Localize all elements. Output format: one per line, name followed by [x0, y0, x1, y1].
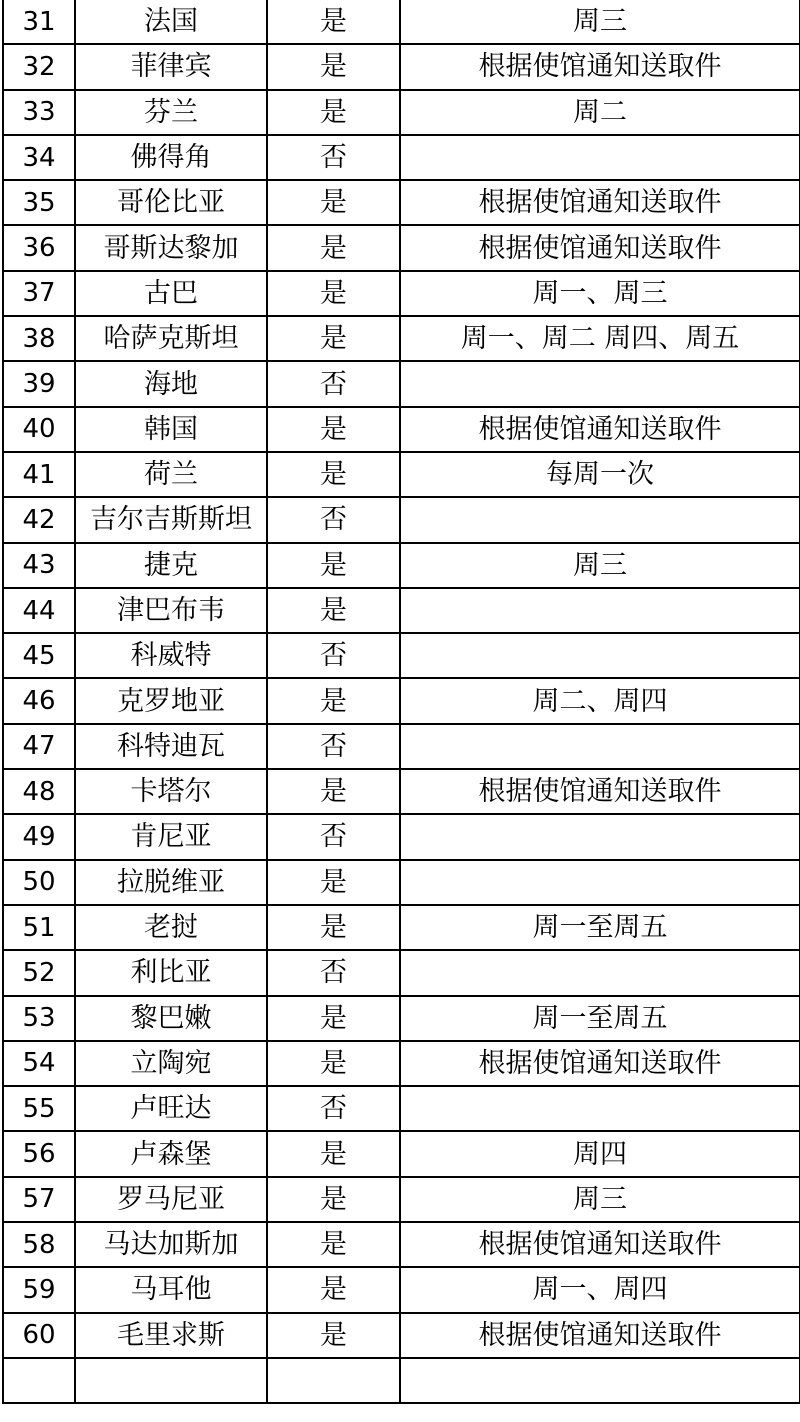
row-number-cell: 39 [3, 361, 75, 406]
country-cell: 科威特 [75, 633, 267, 678]
row-number-cell: 43 [3, 543, 75, 588]
row-number-cell: 49 [3, 814, 75, 859]
row-number-cell: 42 [3, 497, 75, 542]
yes-no-cell: 是 [267, 1222, 400, 1267]
table-row [3, 860, 800, 905]
table-row [3, 769, 800, 814]
country-cell: 吉尔吉斯斯坦 [75, 497, 267, 542]
row-number-cell: 36 [3, 225, 75, 270]
table-row [3, 905, 800, 950]
country-cell: 罗马尼亚 [75, 1177, 267, 1222]
row-number-cell: 52 [3, 950, 75, 995]
row-number-cell: 48 [3, 769, 75, 814]
schedule-cell [400, 814, 800, 859]
table-row [3, 497, 800, 542]
yes-no-cell: 是 [267, 769, 400, 814]
country-cell: 佛得角 [75, 135, 267, 180]
schedule-cell: 根据使馆通知送取件 [400, 225, 800, 270]
row-number-cell [3, 1358, 75, 1403]
table-row [3, 950, 800, 995]
row-number-cell: 41 [3, 452, 75, 497]
table-row [3, 633, 800, 678]
schedule-cell: 根据使馆通知送取件 [400, 44, 800, 89]
country-cell: 荷兰 [75, 452, 267, 497]
table-row [3, 724, 800, 769]
table-row [3, 996, 800, 1041]
yes-no-cell: 否 [267, 724, 400, 769]
table-row [3, 44, 800, 89]
yes-no-cell: 否 [267, 633, 400, 678]
table-row [3, 135, 800, 180]
yes-no-cell: 否 [267, 135, 400, 180]
yes-no-cell: 是 [267, 44, 400, 89]
schedule-cell: 周二、周四 [400, 678, 800, 723]
schedule-cell [400, 361, 800, 406]
country-cell: 科特迪瓦 [75, 724, 267, 769]
table-row [3, 588, 800, 633]
yes-no-cell: 否 [267, 497, 400, 542]
country-cell: 拉脱维亚 [75, 860, 267, 905]
yes-no-cell: 是 [267, 407, 400, 452]
schedule-cell [400, 633, 800, 678]
yes-no-cell: 是 [267, 1041, 400, 1086]
table-row [3, 678, 800, 723]
country-cell: 哈萨克斯坦 [75, 316, 267, 361]
row-number-cell: 34 [3, 135, 75, 180]
schedule-cell [400, 1086, 800, 1131]
yes-no-cell: 否 [267, 1086, 400, 1131]
table-row [3, 361, 800, 406]
yes-no-cell: 是 [267, 996, 400, 1041]
country-cell: 肯尼亚 [75, 814, 267, 859]
row-number-cell: 33 [3, 90, 75, 135]
table-row [3, 180, 800, 225]
row-number-cell: 51 [3, 905, 75, 950]
table-row [3, 90, 800, 135]
schedule-cell: 周一、周二 周四、周五 [400, 316, 800, 361]
country-cell: 海地 [75, 361, 267, 406]
row-number-cell: 46 [3, 678, 75, 723]
schedule-cell: 周三 [400, 0, 800, 44]
table-row [3, 407, 800, 452]
schedule-cell: 周三 [400, 1177, 800, 1222]
country-cell: 韩国 [75, 407, 267, 452]
country-cell: 卢森堡 [75, 1131, 267, 1176]
yes-no-cell: 否 [267, 950, 400, 995]
country-cell: 立陶宛 [75, 1041, 267, 1086]
table-row [3, 1358, 800, 1403]
row-number-cell: 56 [3, 1131, 75, 1176]
schedule-cell: 每周一次 [400, 452, 800, 497]
schedule-cell: 根据使馆通知送取件 [400, 1041, 800, 1086]
table-body [3, 0, 800, 1403]
yes-no-cell: 否 [267, 361, 400, 406]
table-row [3, 1086, 800, 1131]
schedule-cell: 周二 [400, 90, 800, 135]
row-number-cell: 59 [3, 1267, 75, 1312]
row-number-cell: 58 [3, 1222, 75, 1267]
yes-no-cell: 是 [267, 588, 400, 633]
country-cell: 黎巴嫩 [75, 996, 267, 1041]
row-number-cell: 45 [3, 633, 75, 678]
schedule-cell [400, 1358, 800, 1403]
country-cell: 马耳他 [75, 1267, 267, 1312]
country-cell: 捷克 [75, 543, 267, 588]
country-cell: 毛里求斯 [75, 1313, 267, 1358]
country-cell: 马达加斯加 [75, 1222, 267, 1267]
yes-no-cell: 否 [267, 814, 400, 859]
row-number-cell: 38 [3, 316, 75, 361]
table-row [3, 814, 800, 859]
yes-no-cell: 是 [267, 1177, 400, 1222]
country-cell: 菲律宾 [75, 44, 267, 89]
yes-no-cell: 是 [267, 1267, 400, 1312]
schedule-cell: 周一至周五 [400, 996, 800, 1041]
yes-no-cell: 是 [267, 271, 400, 316]
schedule-cell: 根据使馆通知送取件 [400, 407, 800, 452]
yes-no-cell: 是 [267, 90, 400, 135]
schedule-cell [400, 950, 800, 995]
country-cell: 克罗地亚 [75, 678, 267, 723]
row-number-cell: 55 [3, 1086, 75, 1131]
row-number-cell: 54 [3, 1041, 75, 1086]
schedule-cell: 根据使馆通知送取件 [400, 1222, 800, 1267]
table-row [3, 1313, 800, 1358]
yes-no-cell: 是 [267, 452, 400, 497]
row-number-cell: 40 [3, 407, 75, 452]
yes-no-cell: 是 [267, 180, 400, 225]
table-row [3, 0, 800, 44]
yes-no-cell: 是 [267, 860, 400, 905]
yes-no-cell: 是 [267, 543, 400, 588]
yes-no-cell [267, 1358, 400, 1403]
yes-no-cell: 是 [267, 225, 400, 270]
country-cell: 利比亚 [75, 950, 267, 995]
yes-no-cell: 是 [267, 905, 400, 950]
country-cell: 卢旺达 [75, 1086, 267, 1131]
schedule-cell: 根据使馆通知送取件 [400, 1313, 800, 1358]
row-number-cell: 50 [3, 860, 75, 905]
country-cell: 哥斯达黎加 [75, 225, 267, 270]
table-row [3, 316, 800, 361]
country-cell [75, 1358, 267, 1403]
schedule-cell [400, 860, 800, 905]
schedule-cell: 周一、周四 [400, 1267, 800, 1312]
table-row [3, 1267, 800, 1312]
country-cell: 津巴布韦 [75, 588, 267, 633]
schedule-cell: 根据使馆通知送取件 [400, 769, 800, 814]
yes-no-cell: 是 [267, 0, 400, 44]
table-row [3, 543, 800, 588]
embassy-table [2, 0, 800, 1404]
country-cell: 古巴 [75, 271, 267, 316]
country-cell: 芬兰 [75, 90, 267, 135]
row-number-cell: 31 [3, 0, 75, 44]
schedule-cell [400, 724, 800, 769]
row-number-cell: 37 [3, 271, 75, 316]
row-number-cell: 44 [3, 588, 75, 633]
row-number-cell: 57 [3, 1177, 75, 1222]
yes-no-cell: 是 [267, 316, 400, 361]
country-cell: 老挝 [75, 905, 267, 950]
table-row [3, 1222, 800, 1267]
row-number-cell: 32 [3, 44, 75, 89]
country-cell: 哥伦比亚 [75, 180, 267, 225]
row-number-cell: 53 [3, 996, 75, 1041]
schedule-cell: 根据使馆通知送取件 [400, 180, 800, 225]
table-row [3, 452, 800, 497]
table-row [3, 225, 800, 270]
yes-no-cell: 是 [267, 1313, 400, 1358]
schedule-cell: 周一至周五 [400, 905, 800, 950]
schedule-cell: 周三 [400, 543, 800, 588]
country-cell: 卡塔尔 [75, 769, 267, 814]
schedule-cell [400, 135, 800, 180]
table-row [3, 1177, 800, 1222]
yes-no-cell: 是 [267, 678, 400, 723]
yes-no-cell: 是 [267, 1131, 400, 1176]
schedule-cell [400, 588, 800, 633]
row-number-cell: 35 [3, 180, 75, 225]
country-cell: 法国 [75, 0, 267, 44]
row-number-cell: 47 [3, 724, 75, 769]
table-row [3, 1041, 800, 1086]
schedule-cell: 周四 [400, 1131, 800, 1176]
table-row [3, 271, 800, 316]
row-number-cell: 60 [3, 1313, 75, 1358]
table-row [3, 1131, 800, 1176]
schedule-cell [400, 497, 800, 542]
schedule-cell: 周一、周三 [400, 271, 800, 316]
